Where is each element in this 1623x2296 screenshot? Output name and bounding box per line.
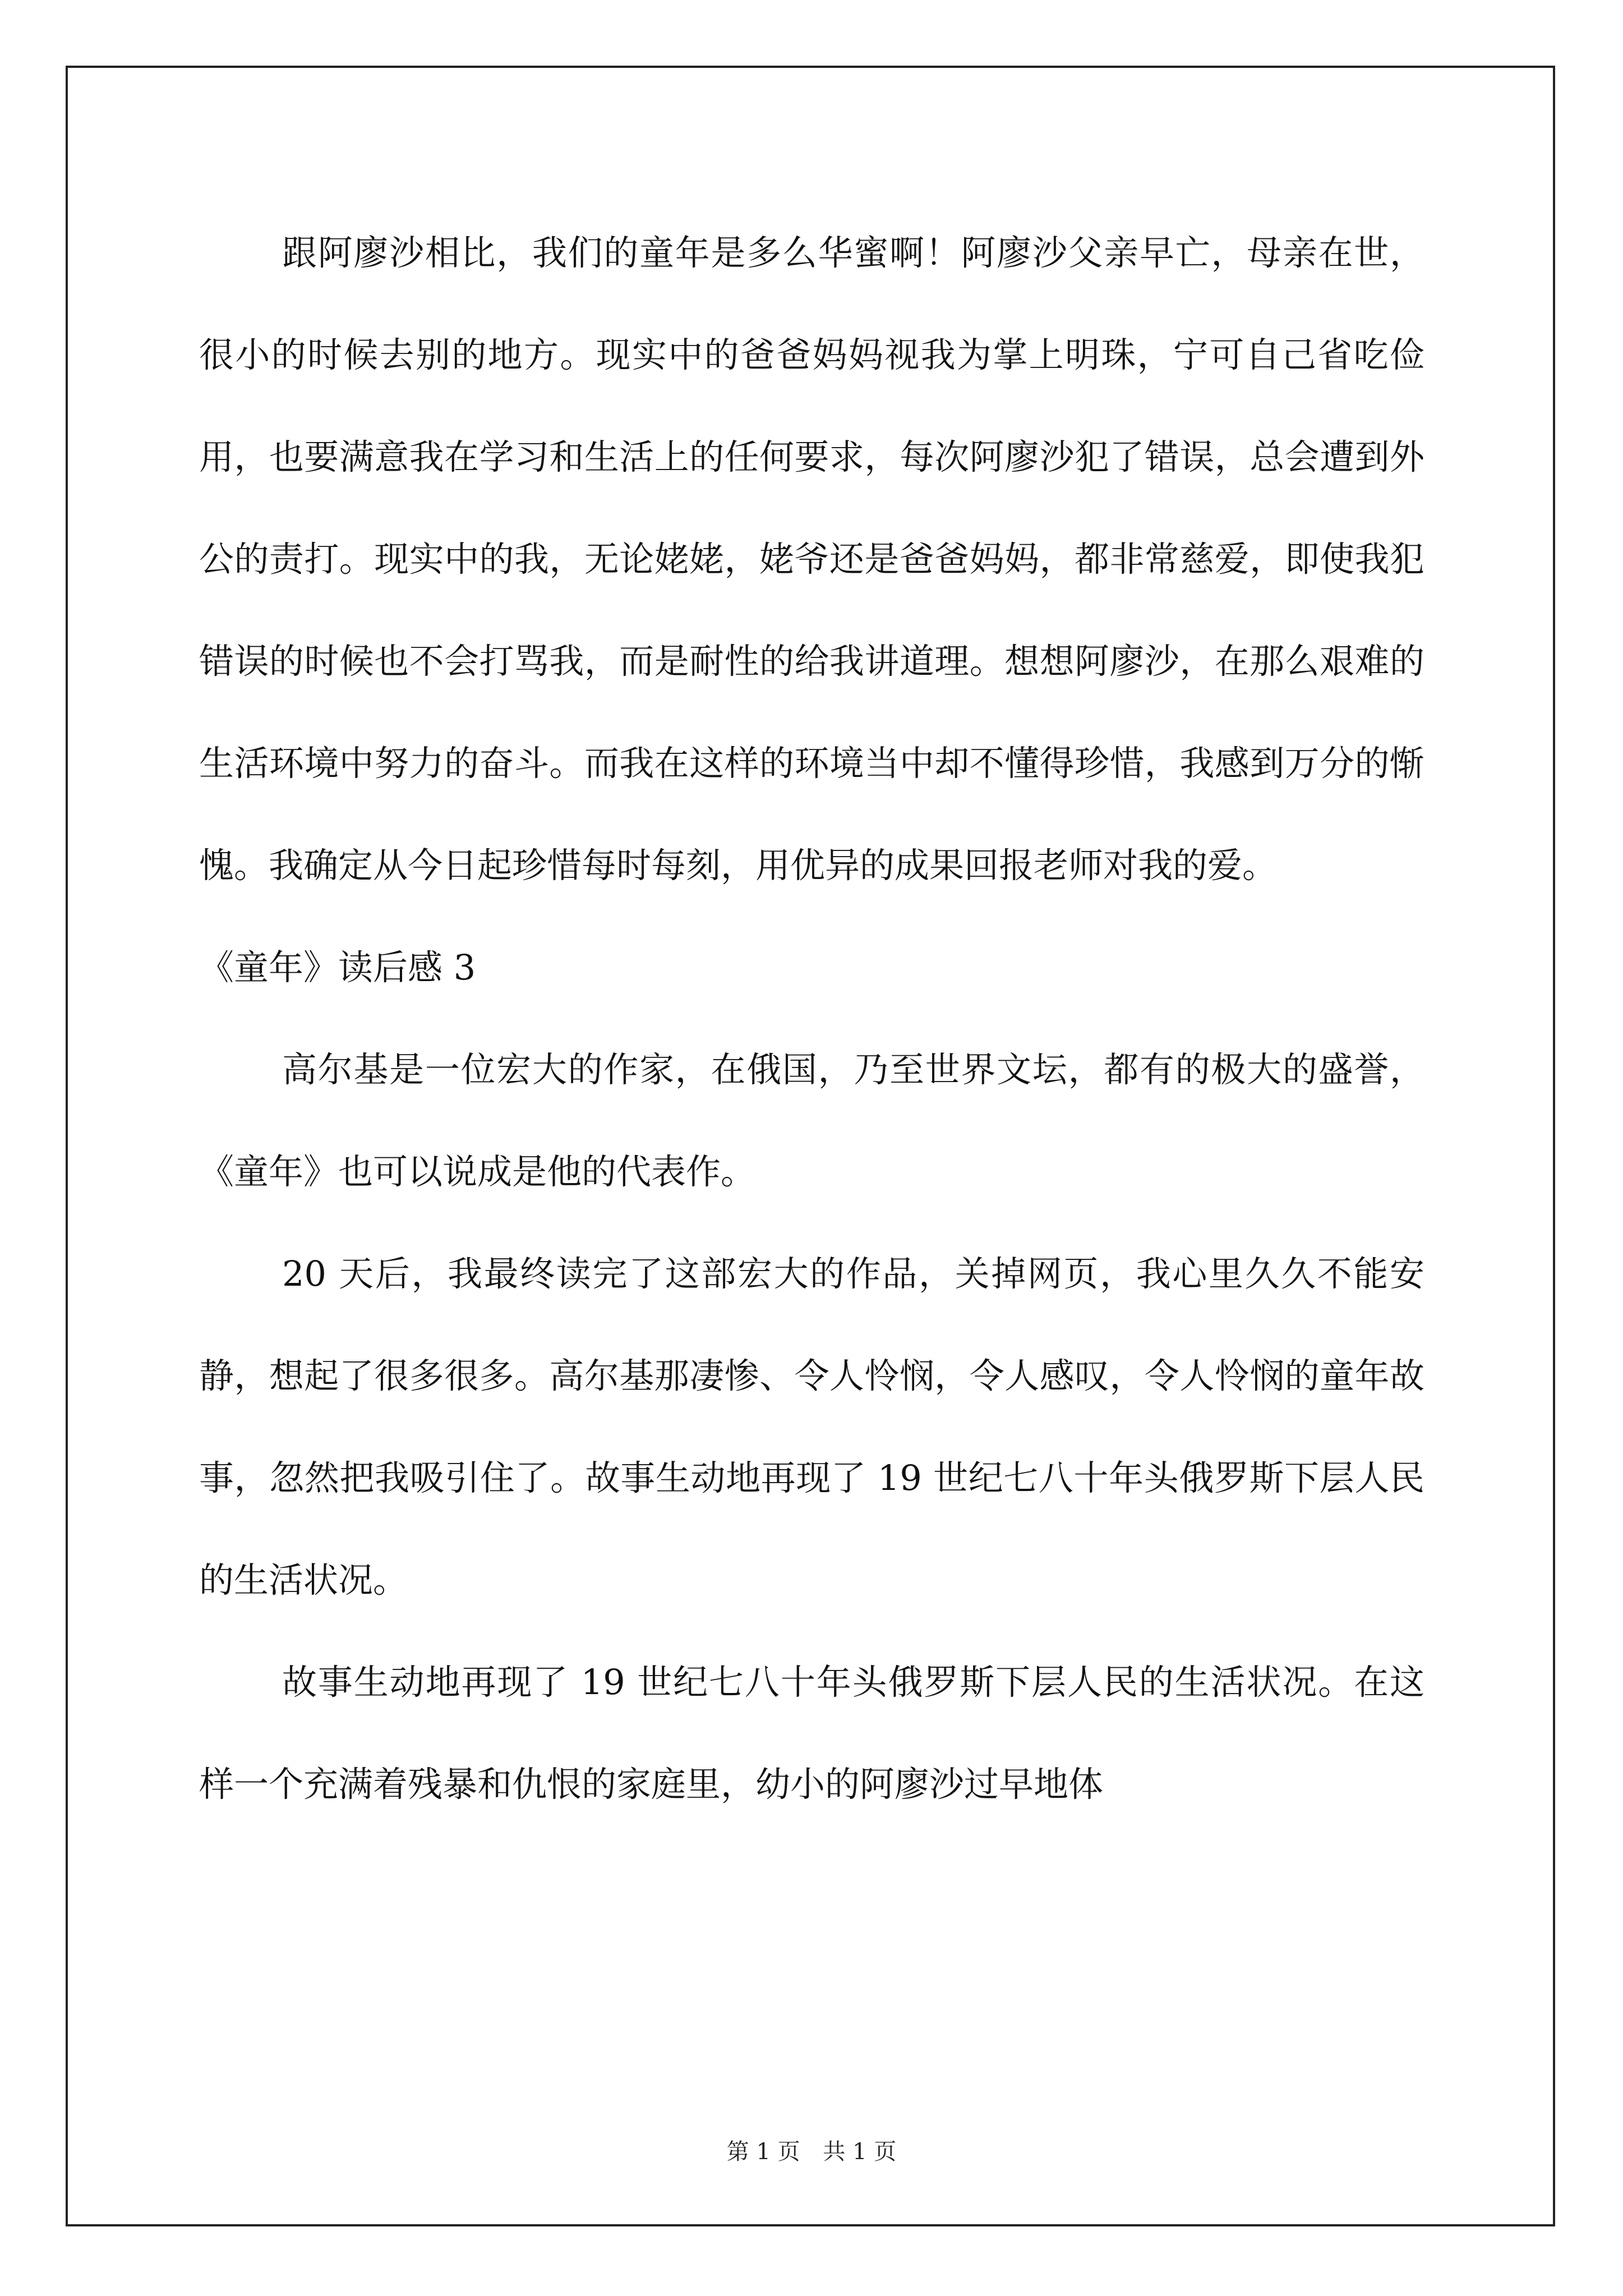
section-heading: 《童年》读后感 3 [199, 947, 476, 988]
paragraph-1: 跟阿廖沙相比，我们的童年是多么华蜜啊！阿廖沙父亲早亡，母亲在世，很小的时候去别的地方。现实中的爸爸妈妈视我为掌上明珠，宁可自己省吃俭用，也要满意我在学习和生活上的任何要求，每次阿廖沙犯了错误，总会遭到外公的责打。现实中的我，无论姥姥，姥爷还是爸爸妈妈，都非常慈爱，即使我犯错误的时候也不会打骂我，而是耐性的给我讲道理。想想阿廖沙，在那么艰难的生活环境中努力的奋斗。而我在这样的环境当中却不懂得珍惜，我感到万分的惭愧。我确定从今日起珍惜每时每刻，用优异的成果回报老师对我的爱。 [199, 232, 1424, 886]
page-footer [0, 2134, 1623, 2166]
page-total: 共 1 页 [823, 2139, 897, 2165]
paragraph-3: 20 天后，我最终读完了这部宏大的作品，关掉网页，我心里久久不能安静，想起了很多很多。高尔基那凄惨、令人怜悯，令人感叹，令人怜悯的童年故事，忽然把我吸引住了。故事生动地再现了 19 世纪七八十年头俄罗斯下层人民的生活状况。 [199, 1253, 1424, 1600]
paragraph-2: 高尔基是一位宏大的作家，在俄国，乃至世界文坛，都有的极大的盛誉，《童年》也可以说成是他的代表作。 [199, 1049, 1424, 1192]
paragraph-4: 故事生动地再现了 19 世纪七八十年头俄罗斯下层人民的生活状况。在这样一个充满着残暴和仇恨的家庭里，幼小的阿廖沙过早地体 [199, 1662, 1424, 1805]
document-body [199, 202, 1424, 1835]
page-number: 第 1 页 [726, 2139, 800, 2165]
